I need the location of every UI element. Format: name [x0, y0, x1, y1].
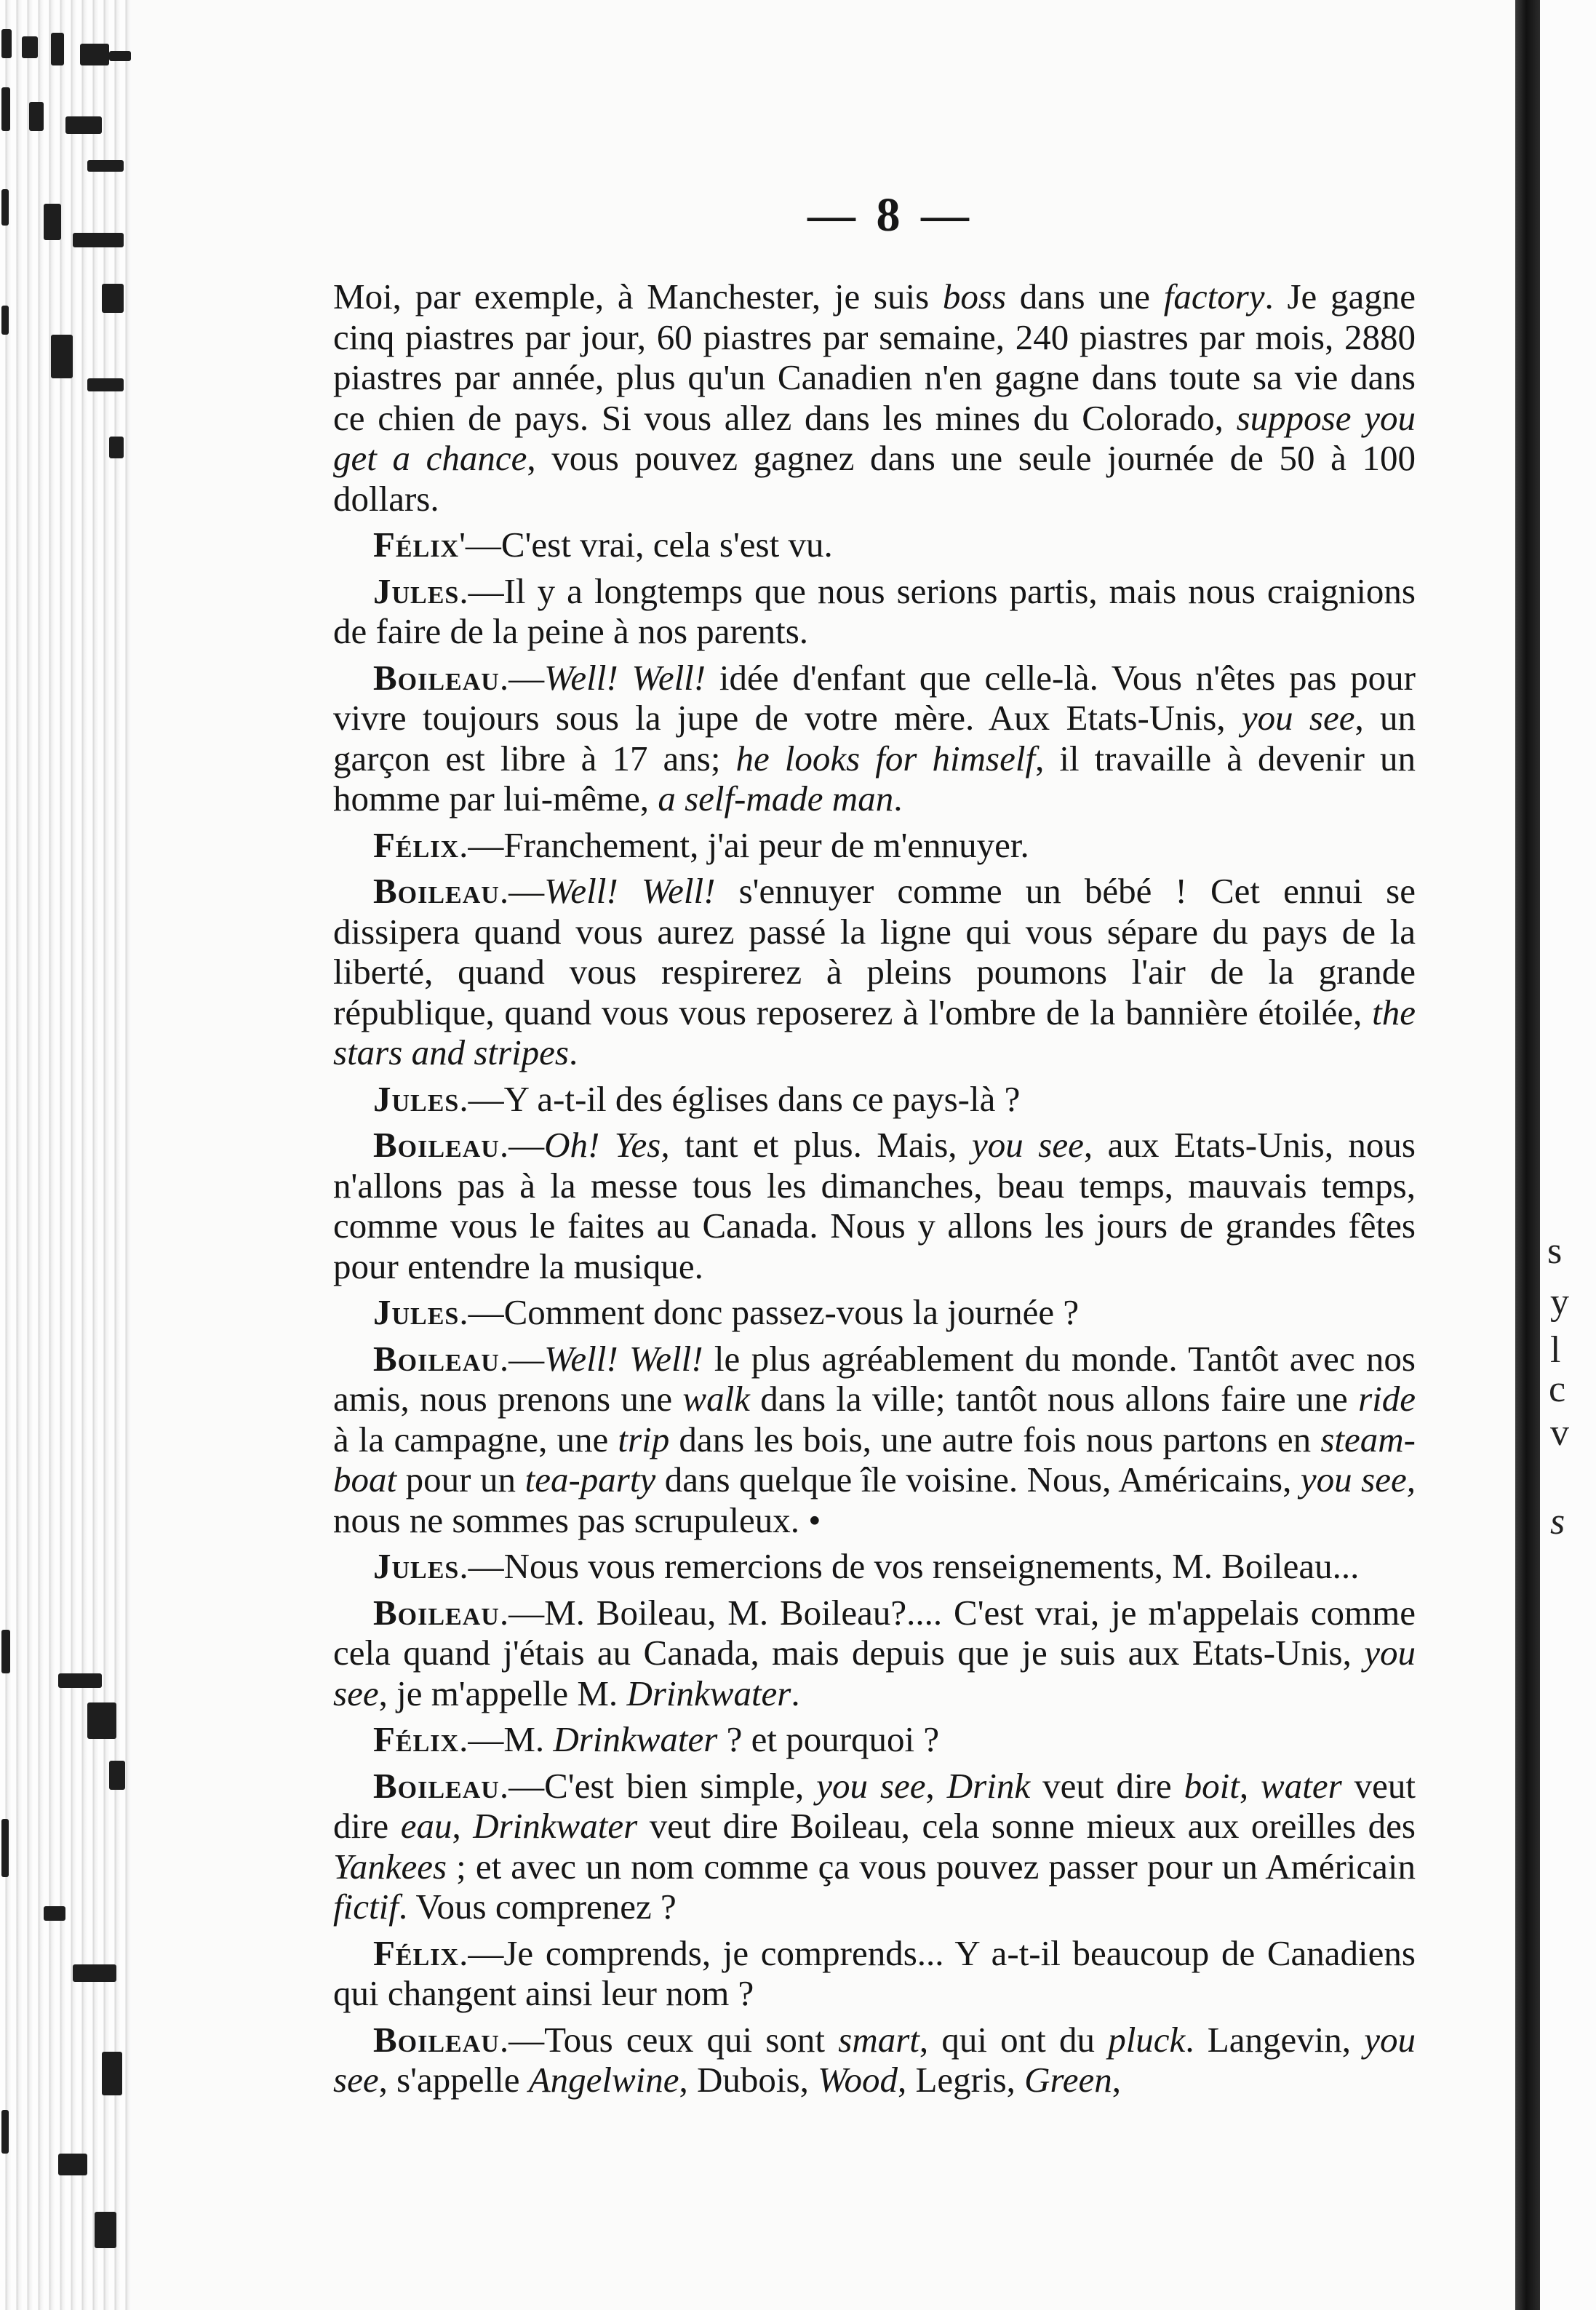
- edge-ink-mark: [51, 335, 73, 378]
- text-run: Franchement, j'ai peur de m'ennuyer.: [503, 824, 1029, 865]
- text-run: C'est vrai, cela s'est vu.: [500, 525, 833, 565]
- text-run: idée d'enfant que celle-là. Vous n'êtes pas pour vivre toujours sous la jupe de votre mère. Aux Etats-Unis,: [333, 657, 1416, 738]
- text-run: Nous vous remercions de vos renseignements, M. Boileau...: [503, 1546, 1360, 1586]
- dialogue-line: [333, 871, 1416, 1073]
- text-run: Y a-t-il des églises dans ce pays-là ?: [503, 1078, 1021, 1119]
- speaker-name: Boileau: [373, 1765, 500, 1806]
- edge-ink-mark: [87, 378, 124, 391]
- edge-ink-mark: [1, 306, 9, 335]
- edge-ink-mark: [87, 1702, 116, 1739]
- italic-phrase: Well! Well!: [544, 657, 706, 698]
- text-run: , il travaille à devenir un homme par lui-même,: [333, 738, 1416, 819]
- speaker-name: Boileau: [373, 657, 500, 698]
- italic-phrase: steam-boat: [333, 1419, 1416, 1499]
- speaker-dash: .—: [499, 1592, 545, 1633]
- speaker-name: Félix: [373, 525, 460, 565]
- text-run: Tous ceux qui sont: [544, 2019, 839, 2060]
- text-run: ,: [925, 1765, 947, 1806]
- dialogue-line: [333, 1546, 1416, 1587]
- edge-ink-mark: [109, 1761, 125, 1790]
- edge-ink-mark: [95, 2212, 116, 2248]
- italic-phrase: you see: [972, 1125, 1084, 1165]
- text-run: . Vous comprenez ?: [398, 1887, 677, 1927]
- text-run: pour un: [396, 1459, 525, 1499]
- dialogue-line: [333, 658, 1416, 819]
- italic-phrase: eau: [400, 1806, 452, 1846]
- continuation-paragraph: [333, 276, 1416, 519]
- speaker-dash: .—: [459, 824, 504, 865]
- speaker-dash: .—: [499, 1338, 545, 1379]
- italic-phrase: fictif: [333, 1887, 399, 1927]
- italic-phrase: you see: [333, 1633, 1416, 1713]
- speaker-dash: .—: [499, 1125, 545, 1165]
- italic-phrase: Green: [1024, 2060, 1112, 2100]
- text-run: ; et avec un nom comme ça vous pouvez passer pour un Américain: [447, 1846, 1416, 1887]
- speaker-name: Jules: [373, 570, 460, 611]
- speaker-name: Boileau: [373, 1125, 500, 1165]
- edge-ink-mark: [1, 1630, 10, 1673]
- italic-phrase: Angelwine: [528, 2060, 679, 2100]
- edge-ink-mark: [102, 2052, 122, 2095]
- speaker-name: Jules: [373, 1292, 460, 1332]
- facing-page-fragment: y: [1550, 1281, 1569, 1323]
- edge-ink-mark: [109, 51, 131, 61]
- text-run: veut dire: [333, 1765, 1416, 1846]
- facing-page-fragment: v: [1550, 1412, 1569, 1454]
- text-run: , Legris,: [897, 2060, 1025, 2100]
- edge-ink-mark: [80, 44, 109, 65]
- italic-phrase: Drinkwater: [473, 1806, 638, 1846]
- text-run: , Dubois,: [679, 2060, 818, 2100]
- italic-phrase: Yankees: [333, 1846, 447, 1887]
- dialogue-line: [333, 571, 1416, 652]
- edge-ink-mark: [1, 29, 12, 58]
- italic-phrase: ride: [1358, 1379, 1416, 1419]
- italic-phrase: Drink: [946, 1765, 1031, 1806]
- facing-page-fragment: c: [1549, 1369, 1566, 1410]
- text-run: M. Boileau, M. Boileau?.... C'est vrai, je m'appelais comme cela quand j'étais au Canada, mais depuis que je suis aux Etats-Unis,: [333, 1592, 1416, 1673]
- edge-ink-mark: [102, 284, 124, 313]
- italic-phrase: Well! Well!: [544, 1338, 703, 1379]
- dialogue-line: [333, 2020, 1416, 2100]
- text-run: C'est bien simple,: [544, 1765, 817, 1806]
- edge-ink-mark: [44, 204, 61, 240]
- speaker-name: Boileau: [373, 871, 500, 911]
- text-run: . Langevin,: [1185, 2019, 1365, 2060]
- text-run: , aux Etats-Unis, nous n'allons pas à la messe tous les dimanches, beau temps, mauvais temps, comme vous le faites au Canada. Nous y allons les jours de grandes fêtes pour entendre la musique.: [333, 1125, 1416, 1286]
- dialogue-line: [333, 1339, 1416, 1541]
- italic-phrase: smart: [838, 2019, 919, 2060]
- italic-phrase: you see: [816, 1765, 926, 1806]
- italic-phrase: factory: [1163, 276, 1265, 316]
- dialogue-line: [333, 1766, 1416, 1927]
- text-run: ,: [452, 1806, 474, 1846]
- text-run: .: [569, 1032, 578, 1072]
- speaker-dash: .—: [499, 871, 545, 911]
- speaker-dash: .—: [459, 570, 504, 611]
- facing-page-edge: [1540, 0, 1596, 2310]
- body-text: [333, 276, 1416, 2106]
- speaker-name: Jules: [373, 1546, 460, 1586]
- book-gutter: [1515, 0, 1540, 2310]
- edge-ink-mark: [1, 2110, 9, 2154]
- text-run: le plus agréablement du monde. Tantôt avec nos amis, nous prenons une: [333, 1338, 1416, 1419]
- italic-phrase: the stars and stripes: [333, 992, 1416, 1072]
- text-run: Je comprends, je comprends... Y a-t-il beaucoup de Canadiens qui changent ainsi leur nom ?: [333, 1932, 1416, 2013]
- speaker-dash: .—: [459, 1546, 504, 1586]
- text-run: dans la ville; tantôt nous allons faire une: [749, 1379, 1359, 1419]
- italic-phrase: Wood: [818, 2060, 898, 2100]
- text-run: nous ne sommes pas scrupuleux. •: [333, 1499, 821, 1540]
- text-run: Il y a longtemps que nous serions partis, mais nous craignions de faire de la peine à nos parents.: [333, 570, 1416, 651]
- text-run: Moi, par exemple, à Manchester, je suis: [333, 276, 943, 316]
- text-run: ,: [1239, 1765, 1261, 1806]
- text-run: , qui ont du: [919, 2019, 1109, 2060]
- edge-ink-mark: [65, 116, 102, 134]
- speaker-name: Boileau: [373, 2019, 500, 2060]
- dialogue-line: [333, 525, 1416, 565]
- edge-ink-mark: [58, 1673, 102, 1688]
- italic-phrase: trip: [618, 1419, 670, 1459]
- italic-phrase: pluck: [1108, 2019, 1186, 2060]
- text-run: , s'appelle: [378, 2060, 529, 2100]
- speaker-dash: .—: [499, 2019, 545, 2060]
- speaker-name: Boileau: [373, 1338, 500, 1379]
- italic-phrase: a self-made man: [658, 778, 894, 819]
- edge-ink-mark: [1, 189, 9, 226]
- text-run: à la campagne, une: [333, 1419, 618, 1459]
- italic-phrase: water: [1261, 1765, 1342, 1806]
- speaker-dash: .—: [499, 1765, 545, 1806]
- dialogue-line: [333, 1125, 1416, 1286]
- edge-ink-mark: [44, 1906, 65, 1921]
- speaker-dash: .—: [499, 657, 545, 698]
- edge-ink-mark: [29, 102, 44, 131]
- edge-ink-mark: [109, 437, 124, 458]
- speaker-dash: .—: [459, 1932, 504, 1973]
- text-run: M.: [503, 1719, 554, 1759]
- speaker-dash: .—: [459, 1292, 504, 1332]
- speaker-dash: .—: [459, 1078, 504, 1119]
- dialogue-line: [333, 1593, 1416, 1714]
- speaker-name: Boileau: [373, 1592, 500, 1633]
- text-run: , vous pouvez gagnez dans une seule journée de 50 à 100 dollars.: [333, 438, 1416, 519]
- text-run: veut dire: [1030, 1765, 1184, 1806]
- text-run: ,: [1112, 2060, 1122, 2100]
- speaker-name: Félix: [373, 824, 460, 865]
- edge-ink-mark: [51, 33, 64, 65]
- text-run: veut dire Boileau, cela sonne mieux aux oreilles des: [637, 1806, 1416, 1846]
- facing-page-fragment: l: [1550, 1329, 1561, 1371]
- text-run: . Je gagne cinq piastres par jour, 60 piastres par semaine, 240 piastres par mois, 2880 piastres par année, plus qu'un Canadien n'en gagne dans toute sa vie dans ce chien de pays. Si vous allez dans les mines du Colorado,: [333, 276, 1416, 438]
- italic-phrase: walk: [682, 1379, 750, 1419]
- text-run: ? et pourquoi ?: [717, 1719, 940, 1759]
- edge-ink-mark: [73, 233, 124, 247]
- edge-ink-mark: [22, 36, 38, 58]
- italic-phrase: Oh! Yes,: [544, 1125, 670, 1165]
- edge-ink-mark: [87, 160, 124, 172]
- speaker-name: Jules: [373, 1078, 460, 1119]
- edge-ink-mark: [1, 87, 10, 131]
- italic-phrase: he looks for himself: [735, 738, 1036, 778]
- text-run: .: [893, 778, 903, 819]
- facing-page-fragment: s: [1547, 1230, 1563, 1272]
- dialogue-line: [333, 1079, 1416, 1120]
- italic-phrase: tea-party: [524, 1459, 656, 1499]
- italic-phrase: you see: [1241, 698, 1355, 738]
- text-run: dans les bois, une autre fois nous partons en: [669, 1419, 1321, 1459]
- italic-phrase: suppose you get a chance: [333, 397, 1416, 478]
- dialogue-line: [333, 825, 1416, 866]
- text-run: dans une: [1006, 276, 1164, 316]
- dialogue-line: [333, 1292, 1416, 1333]
- speaker-name: Félix: [373, 1932, 460, 1973]
- text-run: s'ennuyer comme un bébé ! Cet ennui se dissipera quand vous aurez passé la ligne qui vous sépare du pays de la liberté, quand vous respirerez à pleins poumons l'air de la grande république, quand vous vous reposerez à l'ombre de la bannière étoilée,: [333, 871, 1416, 1032]
- italic-phrase: boit: [1184, 1765, 1240, 1806]
- italic-phrase: Drinkwater: [553, 1719, 718, 1759]
- page-number-text: — 8 —: [807, 188, 973, 242]
- italic-phrase: Drinkwater: [626, 1673, 791, 1713]
- edge-ink-mark: [1, 1819, 9, 1877]
- speaker-name: Félix: [373, 1719, 460, 1759]
- dialogue-line: [333, 1933, 1416, 2014]
- text-run: tant et plus. Mais,: [669, 1125, 973, 1165]
- italic-phrase: you see,: [1300, 1459, 1416, 1499]
- text-run: , un garçon est libre à 17 ans;: [333, 698, 1416, 778]
- text-run: .: [791, 1673, 800, 1713]
- text-run: , je m'appelle M.: [378, 1673, 627, 1713]
- facing-page-fragment: s: [1550, 1501, 1565, 1542]
- speaker-dash: '—: [459, 525, 501, 565]
- edge-ink-mark: [73, 1964, 116, 1982]
- italic-phrase: boss: [942, 276, 1007, 316]
- italic-phrase: Well! Well!: [544, 871, 716, 911]
- speaker-dash: .—: [459, 1719, 504, 1759]
- text-run: Comment donc passez-vous la journée ?: [503, 1292, 1080, 1332]
- dialogue-line: [333, 1719, 1416, 1760]
- italic-phrase: you see: [333, 2019, 1416, 2100]
- edge-ink-mark: [58, 2154, 87, 2175]
- text-run: dans quelque île voisine. Nous, Américains,: [655, 1459, 1301, 1499]
